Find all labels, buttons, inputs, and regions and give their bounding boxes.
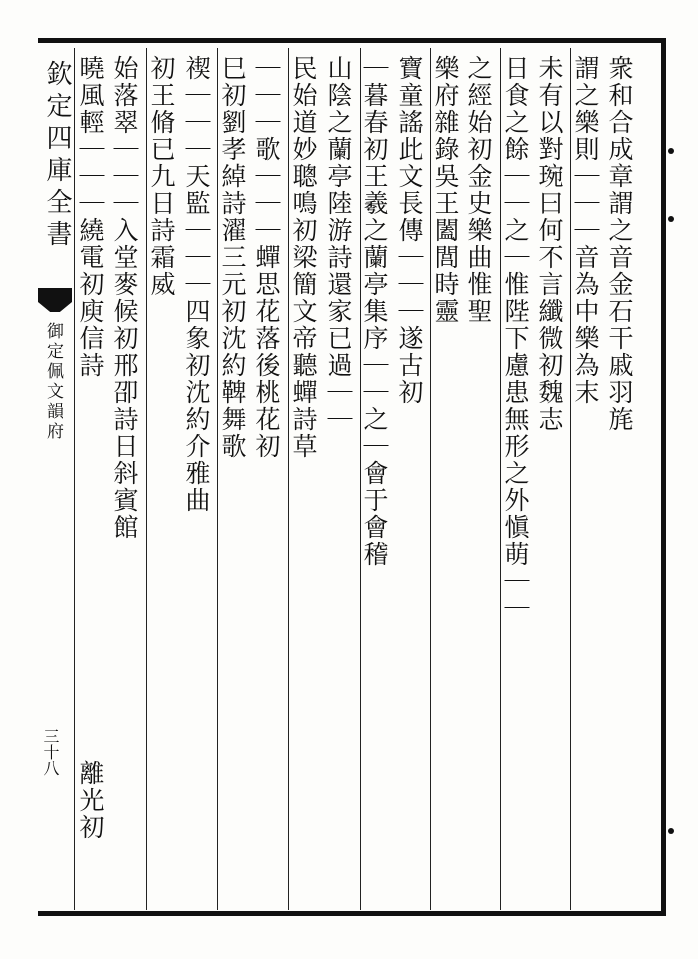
text-column: 謂之樂則｜｜｜音為中樂為末 bbox=[571, 55, 600, 406]
text-column: 曉風輕｜｜｜繞電初庾信詩 bbox=[76, 55, 105, 379]
text-column: 民始道妙聰鳴初梁簡文帝聽蟬詩草 bbox=[289, 55, 318, 460]
text-column: 離光初 bbox=[76, 760, 105, 841]
text-column: ｜｜｜歌｜｜｜蟬思花落後桃花初 bbox=[252, 55, 281, 460]
ink-speck bbox=[668, 148, 674, 154]
ink-speck bbox=[668, 828, 674, 834]
text-column: 始落翠｜｜｜入堂麥候初邢卲詩日斜賓館 bbox=[110, 55, 139, 541]
text-column: 日食之餘｜｜之｜惟陛下慮患無形之外愼萌｜｜ bbox=[501, 55, 530, 622]
ink-speck bbox=[668, 216, 674, 222]
text-column: ｜暮春初王羲之蘭亭集序｜｜之｜會于會稽 bbox=[360, 55, 389, 568]
text-column: 未有以對琬曰何不言纖微初魏志 bbox=[535, 55, 564, 433]
text-column: 山陰之蘭亭陸游詩還家已過｜｜ bbox=[324, 55, 353, 433]
margin-title: 欽定四庫全書 bbox=[42, 60, 72, 252]
fish-tail-mark bbox=[38, 288, 72, 312]
text-column: 禊｜｜｜天監｜｜｜四象初沈約介雅曲 bbox=[182, 55, 211, 514]
text-column: 巳初劉孝綽詩濯三元初沈約鞞舞歌 bbox=[218, 55, 247, 460]
page-number: 三十八 bbox=[41, 728, 60, 776]
text-column: 樂府雜錄吳王闔閭時靈 bbox=[431, 55, 460, 325]
text-column: 寶童謠此文長傳｜｜｜遂古初 bbox=[395, 55, 424, 406]
column-divider bbox=[74, 48, 75, 910]
text-column: 衆和合成章謂之音金石干戚羽旄 bbox=[605, 55, 634, 433]
margin-subtitle: 御定佩文韻府 bbox=[43, 322, 63, 442]
text-column: 之經始初金史樂曲惟聖 bbox=[464, 55, 493, 325]
text-column: 初王脩已九日詩霜威 bbox=[147, 55, 176, 298]
